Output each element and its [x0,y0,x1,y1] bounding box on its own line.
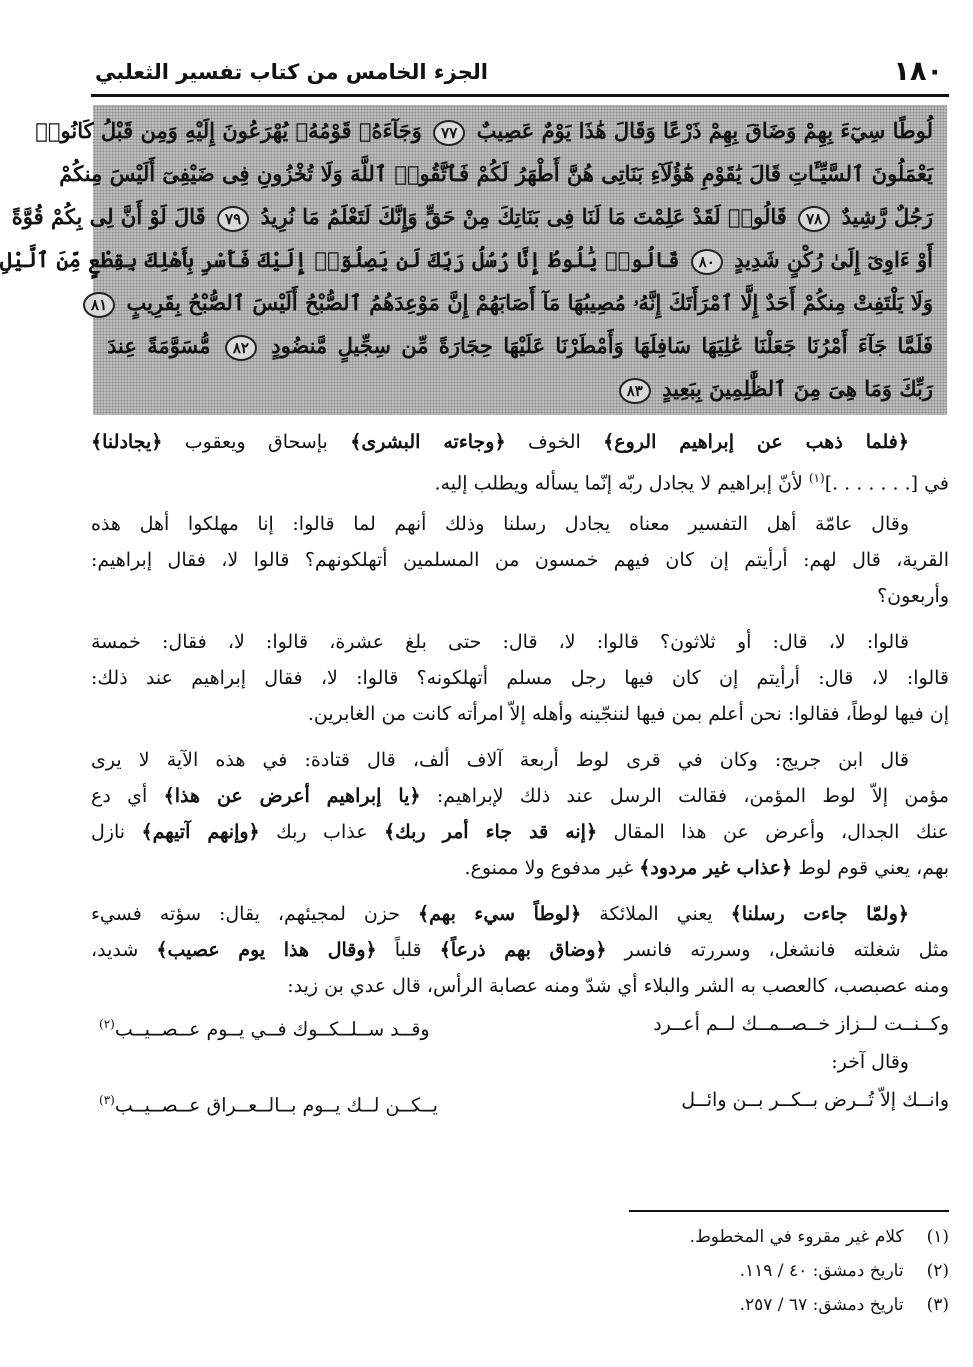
verse-line [107,324,933,367]
quoted-verse: ﴿لوطاً سيء بهم﴾ [418,903,582,925]
text-span: بهم، يعني قوم لوط [792,857,949,879]
text-line: قالوا: لا، قال: أرأيتم إن كان فيها رجل مسلم أتهلكونه؟ قالوا: لا، فقال إبراهيم عند ذلك: [91,667,949,689]
footnote-rule [629,1210,949,1212]
verse-line [11,195,933,238]
footnote-text: تاريخ دمشق: ٤٠ / ١١٩. [739,1261,904,1281]
footnote [91,1288,949,1322]
verse-text: قَالُوا۟ يَٰلُوطُ إِنَّا رُسُلُ رَبِّكَ لَن يَصِلُوٓا۟ إِلَيْكَ فَأَسْرِ بِأَهْلِكَ بِقِطْعٍ مِّنَ ٱلَّيْلِ [0,247,680,272]
quoted-verse: ﴿ولمّا جاءت رسلنا﴾ [730,903,910,925]
text-line: ومنه عصبصب، كالعصب به الشر والبلاء أي شدّ ومنه عصابة الرأس، قال عدي بن زيد: [287,975,949,997]
verse-text: رَجُلٌ رَّشِيدٌ [841,204,933,229]
text-line: القرية، قال لهم: أرأيتم إن كان فيهم خمسون من المسلمين أتهلكونهم؟ قالوا لا، فقال إبراهيم: [91,549,949,571]
verse-text: أَوْ ءَاوِىٓ إِلَىٰ رُكْنٍ شَدِيدٍ [734,247,933,272]
text-span: غير مدفوع ولا ممنوع. [464,857,640,879]
poem-verse [91,1004,949,1044]
ayah-number-marker: ٧٩ [217,206,249,232]
verse-text: مُّسَوَّمَةً عِندَ [107,333,211,358]
text-span: شديد، [91,939,157,961]
text-line: وقال آخر: [831,1051,909,1073]
text-line: وأربعون؟ [877,585,949,607]
verse-line [91,281,933,324]
text-span: يعني الملائكة [581,903,731,925]
ayah-number-marker: ٨٣ [619,378,651,404]
verse-text: وَجَآءَهُۥ قَوْمُهُۥ يُهْرَعُونَ إِلَيْهِ وَمِن قَبْلُ كَانُوا۟ [35,118,422,143]
poem-second-hemistich [99,1080,438,1125]
ayah-number-marker: ٨٠ [691,249,723,275]
quoted-verse: ﴿يجادلنا﴾ [91,431,163,453]
text-span: مؤمن إلاّ لوط المؤمن، فقالت الرسل عند ذلك لإبراهيم: [420,785,950,807]
running-title: الجزء الخامس من كتاب تفسير الثعلبي [95,60,488,84]
page-header [91,52,949,92]
text-span: عنك الجدال، وأعرض عن هذا المقال [597,821,950,843]
verse-text: لُوطًا سِيٓءَ بِهِمْ وَضَاقَ بِهِمْ ذَرْعًا وَقَالَ هَٰذَا يَوْمٌ عَصِيبٌ [476,118,933,143]
verse-line [35,109,933,152]
quran-verses-block [0,105,947,415]
text-line [91,778,949,814]
quoted-verse: ﴿وجاءته البشرى﴾ [350,431,506,453]
quoted-verse: ﴿وإنهم آتيهم﴾ [141,821,260,843]
header-rule [91,94,949,97]
text-span: لأنّ إبراهيم لا يجادل ربّه إنّما يسأله ويطلب إليه. [434,472,809,495]
text-span: عذاب ربك [259,821,384,843]
text-span: بإسحاق ويعقوب [162,431,351,453]
verse-text: فَلَمَّا جَآءَ أَمْرُنَا جَعَلْنَا عَٰلِيَهَا سَافِلَهَا وَأَمْطَرْنَا عَلَيْهَا حِجَارَةً مِّن سِجِّيلٍ مَّنضُودٍ [271,333,934,358]
verse-text: وَلَا يَلْتَفِتْ مِنكُمْ أَحَدٌ إِلَّا ٱمْرَأَتَكَ إِنَّهُۥ مُصِيبُهَا مَآ أَصَابَهُمْ إِنَّ مَوْعِدَهُمُ ٱلصُّبْحُ أَلَيْسَ ٱلصُّبْحُ بِقَرِيبٍ [126,290,933,315]
text-span: وقــد ســلــكــوك فــي يــوم عــصــيــب [114,1018,430,1041]
ayah-number-marker: ٧٧ [433,120,465,146]
text-line [91,814,949,850]
text-line: قالوا: لا، قال: أو ثلاثون؟ قالوا: لا، قال: حتى بلغ عشرة، قالوا: لا، فقال: خمسة [91,631,909,653]
footnote [91,1220,949,1254]
text-line: وقال عامّة أهل التفسير معناه يجادل رسلنا وذلك أنهم لما قالوا: إنا مهلكوا أهل هذه [91,513,909,535]
text-span: حزن لمجيئهم، يقال: سؤته فسيء [91,903,419,925]
text-line [91,850,949,886]
quoted-verse: ﴿وقال هذا يوم عصيب﴾ [156,939,377,961]
text-span: يــكــن لــك يــوم بــالــعــراق عــصــيــب [114,1094,438,1117]
footnote-text: تاريخ دمشق: ٦٧ / ٢٥٧. [739,1295,904,1315]
footnote-number: (٣) [926,1295,949,1315]
poem-first-hemistich: وانــك إلاّ تُــرض بــكــر بــن وائــل [681,1089,949,1111]
quoted-verse: ﴿إنه قد جاء أمر ربك﴾ [384,821,598,843]
footnote-number: (٢) [926,1261,949,1281]
footnote-ref: (٣) [99,1093,115,1107]
verse-line [59,152,933,195]
poem-second-hemistich [99,1004,430,1049]
text-span: في [. . . . . . .] [824,472,949,495]
text-span: أي دع [91,785,164,807]
poem-first-hemistich: وكــنــت لــزاز خــصــمــك لــم أعــرد [653,1013,949,1035]
commentary-text [91,424,949,1120]
poem-verse [91,1080,949,1120]
verse-text: يَعْمَلُونَ ٱلسَّيِّـَٔاتِ قَالَ يَٰقَوْمِ هَٰٓؤُلَآءِ بَنَاتِى هُنَّ أَطْهَرُ لَكُمْ فَٱتَّقُوا۟ ٱللَّهَ وَلَا تُخْزُونِ فِى ضَيْفِىٓ أَلَيْسَ مِنكُمْ [59,161,933,186]
quoted-verse: ﴿فلما ذهب عن إبراهيم الروع﴾ [603,431,909,453]
footnotes [91,1220,949,1322]
ayah-number-marker: ٨١ [83,292,115,318]
paragraph-gap [91,614,949,624]
text-span: نازل [91,821,142,843]
footnote [91,1254,949,1288]
verse-text: رَبِّكَ وَمَا هِىَ مِنَ ٱلظَّٰلِمِينَ بِبَعِيدٍ [662,376,933,401]
verse-text: قَالَ لَوْ أَنَّ لِى بِكُمْ قُوَّةً [11,204,206,229]
text-span: مثل شغلته فانشغل، وسررته فانسر [606,939,949,961]
text-line [91,896,949,932]
ayah-number-marker: ٧٨ [798,206,830,232]
footnote-ref: (١) [808,471,825,485]
text-span: الخوف [505,431,604,453]
ayah-number-marker: ٨٢ [225,335,257,361]
paragraph-gap [91,732,949,742]
text-line [91,424,949,460]
text-line: قال ابن جريج: وكان في قرى لوط أربعة آلاف ألف، قال قتادة: في هذه الآية لا يرى [91,749,909,771]
text-span: قلباً [376,939,440,961]
quoted-verse: ﴿وضاق بهم ذرعاً﴾ [439,939,607,961]
verse-text: قَالُوا۟ لَقَدْ عَلِمْتَ مَا لَنَا فِى بَنَاتِكَ مِنْ حَقٍّ وَإِنَّكَ لَتَعْلَمُ مَا نُرِيدُ [260,204,787,229]
text-line [91,460,949,496]
footnote-ref: (٢) [99,1017,115,1031]
text-line: إن فيها لوطاً، فقالوا: نحن أعلم بمن فيها لننجّينه وأهله إلاّ امرأته كانت من الغابرين. [307,703,949,725]
verse-line [107,367,933,410]
verse-line [0,238,933,281]
paragraph-gap [91,496,949,506]
quoted-verse: ﴿عذاب غير مردود﴾ [639,857,793,879]
text-line [91,932,949,968]
quoted-verse: ﴿يا إبراهيم أعرض عن هذا﴾ [163,785,421,807]
page-number: ١٨٠ [893,56,943,87]
footnote-text: كلام غير مقروء في المخطوط. [689,1227,904,1247]
footnote-number: (١) [926,1227,949,1247]
paragraph-gap [91,886,949,896]
